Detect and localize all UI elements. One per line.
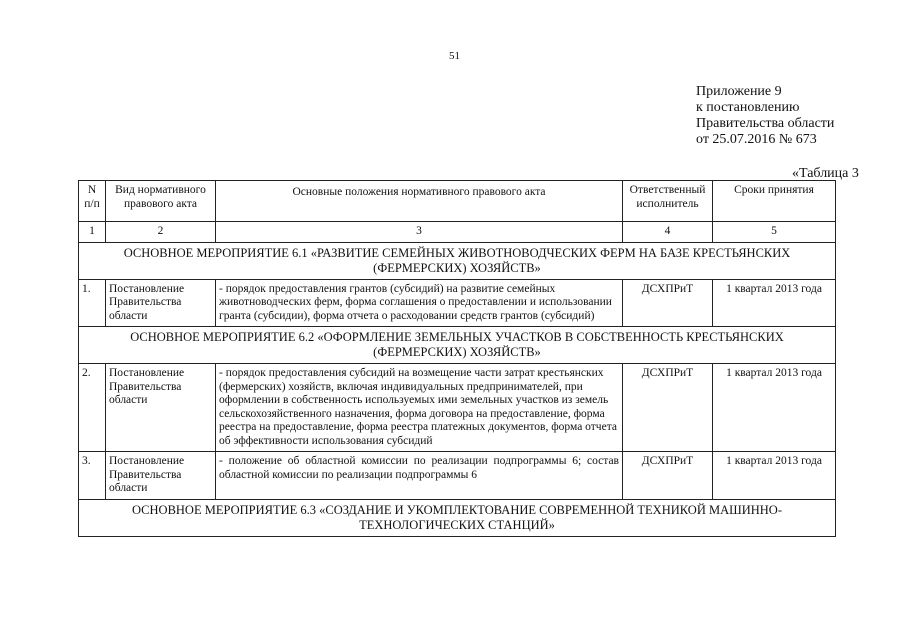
- header-executor: Ответственный исполнитель: [623, 181, 713, 222]
- row-term: 1 квартал 2013 года: [713, 452, 836, 500]
- section-row: [79, 327, 836, 364]
- regulatory-acts-table: [78, 180, 836, 537]
- section-row: [79, 242, 836, 279]
- header-provisions: Основные положения нормативного правового акта: [216, 181, 623, 222]
- column-number: 2: [106, 222, 216, 243]
- appendix-line: Правительства области: [696, 116, 835, 131]
- row-provisions: - порядок предоставления субсидий на возмещение части затрат крестьянских (фермерских) хозяйств, включая индивидуальных предпринимателей, при оформлении в собственность используемых ими земельных участков из земель сельскохозяйственного назначения, форма договора на предоставление, форма реестра на предоставление, форма реестра платежных документов, форма отчета об эффективности использования субсидий: [216, 364, 623, 452]
- header-terms: Сроки принятия: [713, 181, 836, 222]
- column-numbers-row: [79, 222, 836, 243]
- appendix-block: [696, 84, 834, 148]
- row-executor: ДСХПРиТ: [623, 452, 713, 500]
- row-type: Постановление Правительства области: [106, 364, 216, 452]
- header-type: Вид нормативного правового акта: [106, 181, 216, 222]
- column-number: 3: [216, 222, 623, 243]
- row-provisions: - положение об областной комиссии по реализации подпрограммы 6; состав областной комиссии по реализации подпрограммы 6: [216, 452, 623, 500]
- row-num: 1.: [79, 279, 106, 327]
- appendix-line: от 25.07.2016 № 673: [696, 132, 817, 147]
- row-type: Постановление Правительства области: [106, 452, 216, 500]
- table-header-row: [79, 181, 836, 222]
- row-type: Постановление Правительства области: [106, 279, 216, 327]
- column-number: 5: [713, 222, 836, 243]
- table-row: [79, 452, 836, 500]
- column-number: 1: [79, 222, 106, 243]
- section-title: ОСНОВНОЕ МЕРОПРИЯТИЕ 6.3 «СОЗДАНИЕ И УКОМПЛЕКТОВАНИЕ СОВРЕМЕННОЙ ТЕХНИКОЙ МАШИННО-ТЕХНОЛОГИЧЕСКИХ СТАНЦИЙ»: [79, 499, 836, 536]
- table-label: «Таблица 3: [792, 166, 859, 181]
- column-number: 4: [623, 222, 713, 243]
- section-title: ОСНОВНОЕ МЕРОПРИЯТИЕ 6.2 «ОФОРМЛЕНИЕ ЗЕМЕЛЬНЫХ УЧАСТКОВ В СОБСТВЕННОСТЬ КРЕСТЬЯНСКИХ (ФЕРМЕРСКИХ) ХОЗЯЙСТВ»: [79, 327, 836, 364]
- appendix-line: Приложение 9: [696, 84, 782, 99]
- appendix-line: к постановлению: [696, 100, 800, 115]
- row-num: 3.: [79, 452, 106, 500]
- section-row: [79, 499, 836, 536]
- row-term: 1 квартал 2013 года: [713, 364, 836, 452]
- row-term: 1 квартал 2013 года: [713, 279, 836, 327]
- table-row: [79, 279, 836, 327]
- header-num: N п/п: [79, 181, 106, 222]
- row-executor: ДСХПРиТ: [623, 364, 713, 452]
- row-provisions: - порядок предоставления грантов (субсидий) на развитие семейных животноводческих ферм, форма соглашения о предоставлении и использовании гранта (субсидии), форма отчета о расходовании средств грантов (субсидий): [216, 279, 623, 327]
- row-executor: ДСХПРиТ: [623, 279, 713, 327]
- page-number: 51: [449, 50, 460, 62]
- table-row: [79, 364, 836, 452]
- row-num: 2.: [79, 364, 106, 452]
- section-title: ОСНОВНОЕ МЕРОПРИЯТИЕ 6.1 «РАЗВИТИЕ СЕМЕЙНЫХ ЖИВОТНОВОДЧЕСКИХ ФЕРМ НА БАЗЕ КРЕСТЬЯНСКИХ (ФЕРМЕРСКИХ) ХОЗЯЙСТВ»: [79, 242, 836, 279]
